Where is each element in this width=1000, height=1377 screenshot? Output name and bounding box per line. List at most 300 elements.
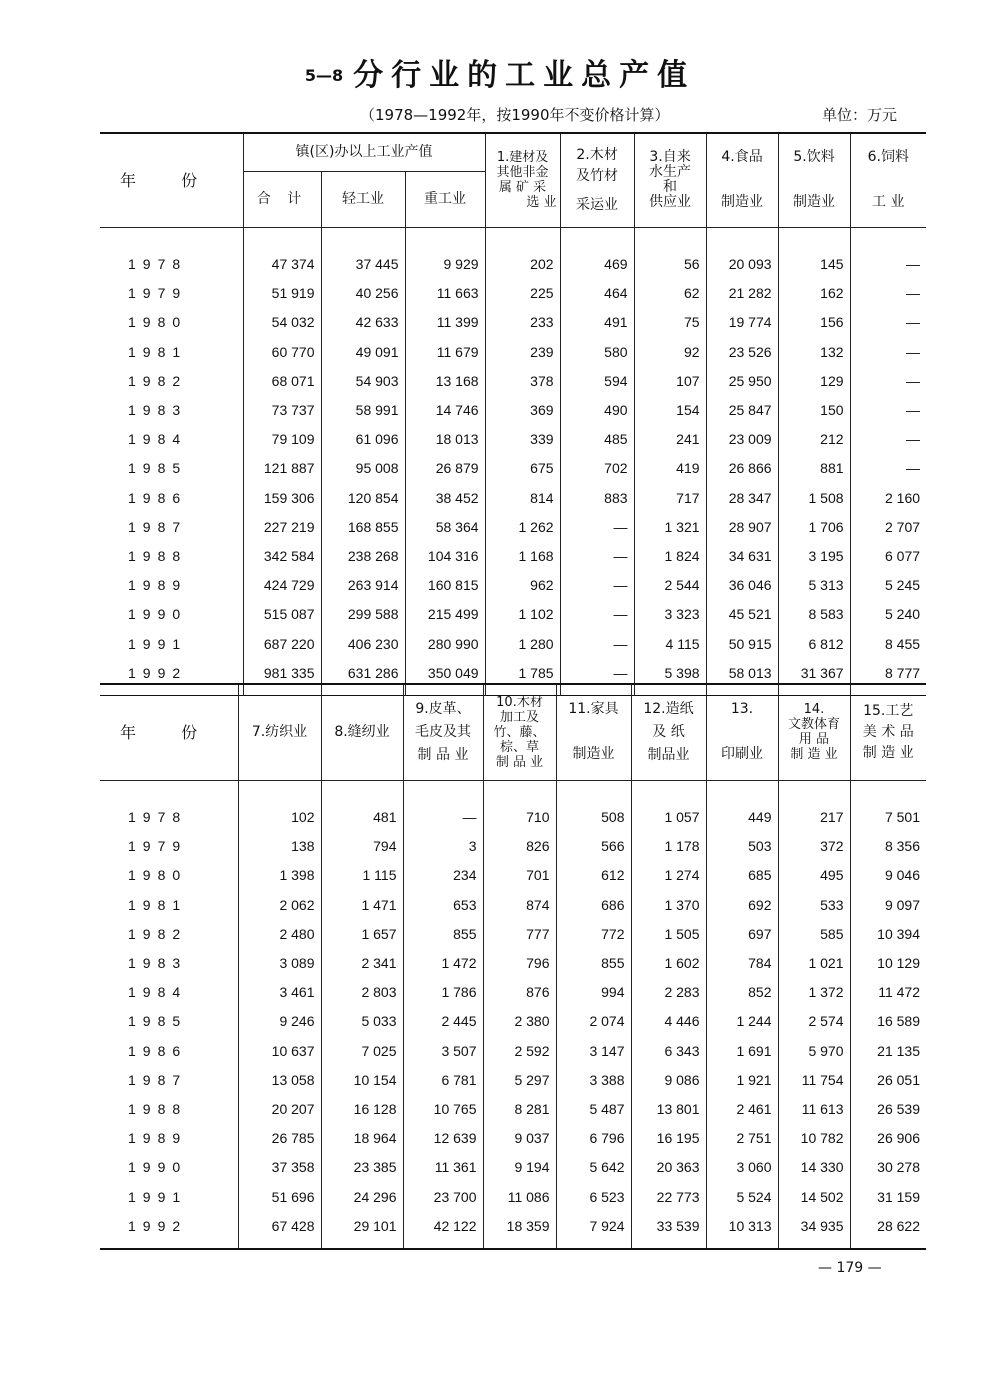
page-title: [0, 50, 1000, 94]
value-cell: 31 159: [850, 1182, 926, 1211]
value-cell: 54 903: [321, 366, 405, 395]
value-cell: 75: [634, 308, 706, 337]
value-cell: 12 639: [403, 1124, 483, 1153]
value-cell: 1 057: [631, 803, 706, 832]
value-cell: 14 502: [778, 1182, 850, 1211]
year-cell: 1988: [128, 547, 188, 564]
value-cell: 424 729: [243, 571, 321, 600]
table-row: [100, 803, 926, 832]
value-cell: 22 773: [631, 1182, 706, 1211]
value-cell: 10 765: [403, 1094, 483, 1123]
year-cell: 1985: [128, 460, 188, 477]
year-cell: 1982: [128, 925, 188, 942]
value-cell: —: [560, 629, 634, 658]
value-cell: 102: [238, 803, 321, 832]
value-cell: 37 358: [238, 1153, 321, 1182]
subheader-total: 合 计: [243, 171, 321, 227]
value-cell: 104 316: [405, 541, 485, 570]
value-cell: 342 584: [243, 541, 321, 570]
value-cell: 686: [556, 890, 631, 919]
value-cell: 238 268: [321, 541, 405, 570]
year-cell: 1983: [128, 402, 188, 419]
value-cell: 25 847: [706, 395, 778, 424]
value-cell: 5 487: [556, 1094, 631, 1123]
value-cell: 1 602: [631, 948, 706, 977]
year-cell: 1982: [128, 372, 188, 389]
value-cell: 1 370: [631, 890, 706, 919]
value-cell: —: [560, 658, 634, 687]
value-cell: 233: [485, 308, 560, 337]
value-cell: 26 866: [706, 454, 778, 483]
value-cell: 8 281: [483, 1094, 556, 1123]
value-cell: 653: [403, 890, 483, 919]
value-cell: 42 122: [403, 1211, 483, 1240]
value-cell: 54 032: [243, 308, 321, 337]
value-cell: 8 356: [850, 832, 926, 861]
value-cell: —: [850, 366, 926, 395]
value-cell: 16 589: [850, 1007, 926, 1036]
value-cell: 16 195: [631, 1124, 706, 1153]
page-number: — 179 —: [818, 1260, 882, 1276]
value-cell: 1 505: [631, 919, 706, 948]
value-cell: 2 074: [556, 1007, 631, 1036]
value-cell: 8 583: [778, 600, 850, 629]
value-cell: 31 367: [778, 658, 850, 687]
col-header-11: 11.家具 制造业: [556, 684, 631, 780]
value-cell: 10 637: [238, 1036, 321, 1065]
value-cell: 685: [706, 861, 778, 890]
value-cell: 580: [560, 337, 634, 366]
value-cell: 21 282: [706, 279, 778, 308]
value-cell: 14 746: [405, 395, 485, 424]
value-cell: 772: [556, 919, 631, 948]
year-cell: 1985: [128, 1013, 188, 1030]
value-cell: 378: [485, 366, 560, 395]
value-cell: 51 696: [238, 1182, 321, 1211]
table-row: [100, 337, 926, 366]
value-cell: 4 115: [634, 629, 706, 658]
table-row: [100, 279, 926, 308]
value-cell: 13 058: [238, 1065, 321, 1094]
value-cell: 350 049: [405, 658, 485, 687]
value-cell: 481: [321, 803, 403, 832]
year-cell: 1990: [128, 606, 188, 623]
value-cell: 9 046: [850, 861, 926, 890]
value-cell: 1 691: [706, 1036, 778, 1065]
value-cell: 852: [706, 978, 778, 1007]
value-cell: 49 091: [321, 337, 405, 366]
value-cell: 1 786: [403, 978, 483, 1007]
value-cell: 61 096: [321, 425, 405, 454]
value-cell: 594: [560, 366, 634, 395]
col-header-7: 7.纺织业: [238, 684, 321, 780]
value-cell: —: [850, 425, 926, 454]
value-cell: —: [850, 395, 926, 424]
value-cell: 38 452: [405, 483, 485, 512]
year-cell: 1988: [128, 1100, 188, 1117]
year-header: 年 份: [100, 684, 238, 780]
value-cell: 129: [778, 366, 850, 395]
col-header-5: 5.饮料 制造业: [778, 133, 850, 227]
value-cell: 212: [778, 425, 850, 454]
value-cell: 5 245: [850, 571, 926, 600]
value-cell: 58 013: [706, 658, 778, 687]
value-cell: 717: [634, 483, 706, 512]
table-row: [100, 1153, 926, 1182]
year-cell: 1992: [128, 664, 188, 681]
value-cell: 796: [483, 948, 556, 977]
value-cell: 24 296: [321, 1182, 403, 1211]
value-cell: 159 306: [243, 483, 321, 512]
col-header-1: 1.建材及 其他非金 属 矿 采 选 业: [485, 133, 560, 227]
value-cell: 10 129: [850, 948, 926, 977]
value-cell: 826: [483, 832, 556, 861]
value-cell: 814: [485, 483, 560, 512]
value-cell: 419: [634, 454, 706, 483]
value-cell: 495: [778, 861, 850, 890]
table-row: [100, 541, 926, 570]
value-cell: 9 246: [238, 1007, 321, 1036]
value-cell: 6 523: [556, 1182, 631, 1211]
value-cell: 1 398: [238, 861, 321, 890]
value-cell: 154: [634, 395, 706, 424]
value-cell: 9 097: [850, 890, 926, 919]
unit-label: 单位：万元: [822, 106, 898, 124]
value-cell: 92: [634, 337, 706, 366]
value-cell: 11 361: [403, 1153, 483, 1182]
value-cell: 1 706: [778, 512, 850, 541]
value-cell: 702: [560, 454, 634, 483]
value-cell: 2 445: [403, 1007, 483, 1036]
table-row: [100, 832, 926, 861]
table-row: [100, 483, 926, 512]
col-header-2: 2.木材 及竹材 采运业: [560, 133, 634, 227]
value-cell: 784: [706, 948, 778, 977]
value-cell: 3 089: [238, 948, 321, 977]
col-header-12: 12.造纸 及 纸 制品业: [631, 684, 706, 780]
year-cell: 1984: [128, 431, 188, 448]
value-cell: 675: [485, 454, 560, 483]
value-cell: 2 283: [631, 978, 706, 1007]
value-cell: 26 539: [850, 1094, 926, 1123]
value-cell: 1 168: [485, 541, 560, 570]
value-cell: —: [850, 454, 926, 483]
value-cell: 372: [778, 832, 850, 861]
output-table-part1: [100, 132, 926, 696]
value-cell: 160 815: [405, 571, 485, 600]
value-cell: 5 970: [778, 1036, 850, 1065]
value-cell: 215 499: [405, 600, 485, 629]
table-row: [100, 1182, 926, 1211]
value-cell: 30 278: [850, 1153, 926, 1182]
value-cell: 23 009: [706, 425, 778, 454]
value-cell: 62: [634, 279, 706, 308]
value-cell: 5 398: [634, 658, 706, 687]
table-row: [100, 861, 926, 890]
value-cell: 18 359: [483, 1211, 556, 1240]
value-cell: 2 574: [778, 1007, 850, 1036]
value-cell: 162: [778, 279, 850, 308]
value-cell: 9 194: [483, 1153, 556, 1182]
group-header: 镇(区)办以上工业产值: [243, 133, 485, 171]
value-cell: 7 924: [556, 1211, 631, 1240]
value-cell: 6 781: [403, 1065, 483, 1094]
value-cell: 40 256: [321, 279, 405, 308]
year-cell: 1979: [128, 838, 188, 855]
value-cell: 34 631: [706, 541, 778, 570]
value-cell: 2 062: [238, 890, 321, 919]
value-cell: 1 321: [634, 512, 706, 541]
value-cell: 612: [556, 861, 631, 890]
value-cell: 10 154: [321, 1065, 403, 1094]
value-cell: —: [560, 512, 634, 541]
value-cell: 79 109: [243, 425, 321, 454]
col-header-10: 10.木材 加工及 竹、藤、 棕、草 制 品 业: [483, 684, 556, 780]
value-cell: 962: [485, 571, 560, 600]
value-cell: 11 613: [778, 1094, 850, 1123]
value-cell: 533: [778, 890, 850, 919]
value-cell: 3 461: [238, 978, 321, 1007]
value-cell: 3 507: [403, 1036, 483, 1065]
value-cell: 7 501: [850, 803, 926, 832]
value-cell: 234: [403, 861, 483, 890]
value-cell: 11 086: [483, 1182, 556, 1211]
value-cell: 2 751: [706, 1124, 778, 1153]
value-cell: 28 347: [706, 483, 778, 512]
value-cell: 29 101: [321, 1211, 403, 1240]
value-cell: 11 663: [405, 279, 485, 308]
value-cell: 13 168: [405, 366, 485, 395]
value-cell: 73 737: [243, 395, 321, 424]
value-cell: 20 363: [631, 1153, 706, 1182]
value-cell: 11 679: [405, 337, 485, 366]
year-cell: 1987: [128, 1071, 188, 1088]
title-text: 分行业的工业总产值: [353, 58, 696, 93]
value-cell: 58 364: [405, 512, 485, 541]
value-cell: 2 380: [483, 1007, 556, 1036]
value-cell: 697: [706, 919, 778, 948]
table-row: [100, 1065, 926, 1094]
value-cell: 9 086: [631, 1065, 706, 1094]
value-cell: 1 274: [631, 861, 706, 890]
year-cell: 1992: [128, 1217, 188, 1234]
col-header-14: 14. 文教体育 用 品 制 造 业: [778, 684, 850, 780]
value-cell: 95 008: [321, 454, 405, 483]
value-cell: 883: [560, 483, 634, 512]
value-cell: 3 323: [634, 600, 706, 629]
value-cell: —: [560, 541, 634, 570]
value-cell: 1 824: [634, 541, 706, 570]
value-cell: 299 588: [321, 600, 405, 629]
value-cell: 11 399: [405, 308, 485, 337]
value-cell: 26 051: [850, 1065, 926, 1094]
value-cell: 515 087: [243, 600, 321, 629]
value-cell: 11 754: [778, 1065, 850, 1094]
value-cell: 1 262: [485, 512, 560, 541]
value-cell: 28 907: [706, 512, 778, 541]
year-cell: 1989: [128, 577, 188, 594]
value-cell: 1 471: [321, 890, 403, 919]
value-cell: 503: [706, 832, 778, 861]
value-cell: 2 803: [321, 978, 403, 1007]
value-cell: 5 313: [778, 571, 850, 600]
value-cell: 981 335: [243, 658, 321, 687]
value-cell: 26 906: [850, 1124, 926, 1153]
value-cell: 10 782: [778, 1124, 850, 1153]
value-cell: 37 445: [321, 250, 405, 279]
value-cell: 13 801: [631, 1094, 706, 1123]
value-cell: 449: [706, 803, 778, 832]
value-cell: 156: [778, 308, 850, 337]
value-cell: 777: [483, 919, 556, 948]
value-cell: 28 622: [850, 1211, 926, 1240]
value-cell: 1 372: [778, 978, 850, 1007]
value-cell: 21 135: [850, 1036, 926, 1065]
value-cell: 150: [778, 395, 850, 424]
value-cell: 1 021: [778, 948, 850, 977]
subtitle: （1978—1992年，按1990年不变价格计算）: [360, 106, 670, 124]
col-header-6: 6.饲料 工 业: [850, 133, 926, 227]
value-cell: 3 147: [556, 1036, 631, 1065]
value-cell: 8 777: [850, 658, 926, 687]
col-header-8: 8.缝纫业: [321, 684, 403, 780]
table-row: [100, 512, 926, 541]
year-cell: 1989: [128, 1130, 188, 1147]
value-cell: 369: [485, 395, 560, 424]
value-cell: 50 915: [706, 629, 778, 658]
value-cell: 58 991: [321, 395, 405, 424]
value-cell: 566: [556, 832, 631, 861]
year-cell: 1990: [128, 1159, 188, 1176]
value-cell: 692: [706, 890, 778, 919]
value-cell: 107: [634, 366, 706, 395]
table-row: [100, 454, 926, 483]
value-cell: 631 286: [321, 658, 405, 687]
year-cell: 1991: [128, 635, 188, 652]
value-cell: 710: [483, 803, 556, 832]
year-cell: 1978: [128, 256, 188, 273]
table-row: [100, 1007, 926, 1036]
year-header: 年 份: [100, 133, 243, 227]
table-row: [100, 571, 926, 600]
value-cell: 45 521: [706, 600, 778, 629]
value-cell: 855: [556, 948, 631, 977]
value-cell: 9 037: [483, 1124, 556, 1153]
value-cell: 26 879: [405, 454, 485, 483]
value-cell: 6 812: [778, 629, 850, 658]
value-cell: 5 240: [850, 600, 926, 629]
value-cell: 68 071: [243, 366, 321, 395]
table-row: [100, 600, 926, 629]
year-cell: 1991: [128, 1188, 188, 1205]
value-cell: 3 060: [706, 1153, 778, 1182]
value-cell: 4 446: [631, 1007, 706, 1036]
value-cell: 10 313: [706, 1211, 778, 1240]
table-row: [100, 978, 926, 1007]
table-row: [100, 1036, 926, 1065]
value-cell: 23 700: [403, 1182, 483, 1211]
value-cell: 20 093: [706, 250, 778, 279]
year-cell: 1979: [128, 285, 188, 302]
value-cell: —: [560, 571, 634, 600]
value-cell: 241: [634, 425, 706, 454]
value-cell: 67 428: [238, 1211, 321, 1240]
value-cell: 20 207: [238, 1094, 321, 1123]
output-table-part2: [100, 683, 926, 1250]
value-cell: 876: [483, 978, 556, 1007]
table-row: [100, 1124, 926, 1153]
value-cell: 3 195: [778, 541, 850, 570]
table-row: [100, 250, 926, 279]
value-cell: 36 046: [706, 571, 778, 600]
value-cell: 1 178: [631, 832, 706, 861]
table-row: [100, 948, 926, 977]
value-cell: 16 128: [321, 1094, 403, 1123]
value-cell: 5 524: [706, 1182, 778, 1211]
value-cell: 56: [634, 250, 706, 279]
value-cell: 8 455: [850, 629, 926, 658]
value-cell: 168 855: [321, 512, 405, 541]
value-cell: 874: [483, 890, 556, 919]
year-cell: 1981: [128, 896, 188, 913]
subheader-light: 轻工业: [321, 171, 405, 227]
value-cell: 2 592: [483, 1036, 556, 1065]
col-header-13: 13. 印刷业: [706, 684, 778, 780]
value-cell: 25 950: [706, 366, 778, 395]
value-cell: 2 707: [850, 512, 926, 541]
value-cell: 794: [321, 832, 403, 861]
year-cell: 1978: [128, 809, 188, 826]
value-cell: 23 385: [321, 1153, 403, 1182]
value-cell: 18 013: [405, 425, 485, 454]
value-cell: 217: [778, 803, 850, 832]
value-cell: —: [850, 279, 926, 308]
col-header-15: 15.工艺 美 术 品 制 造 业: [850, 684, 926, 780]
value-cell: 1 657: [321, 919, 403, 948]
value-cell: 5 033: [321, 1007, 403, 1036]
col-header-4: 4.食品 制造业: [706, 133, 778, 227]
value-cell: 263 914: [321, 571, 405, 600]
value-cell: 42 633: [321, 308, 405, 337]
value-cell: 202: [485, 250, 560, 279]
subheader-heavy: 重工业: [405, 171, 485, 227]
value-cell: 6 077: [850, 541, 926, 570]
value-cell: 145: [778, 250, 850, 279]
table-number: 5—8: [304, 66, 344, 85]
year-cell: 1984: [128, 984, 188, 1001]
table-row: [100, 629, 926, 658]
col-header-3: 3.自来 水生产 和 供应业: [634, 133, 706, 227]
value-cell: —: [560, 600, 634, 629]
value-cell: 6 343: [631, 1036, 706, 1065]
value-cell: 26 785: [238, 1124, 321, 1153]
value-cell: 2 341: [321, 948, 403, 977]
value-cell: 33 539: [631, 1211, 706, 1240]
value-cell: 280 990: [405, 629, 485, 658]
value-cell: 1 472: [403, 948, 483, 977]
year-cell: 1980: [128, 867, 188, 884]
value-cell: 225: [485, 279, 560, 308]
value-cell: 994: [556, 978, 631, 1007]
value-cell: 10 394: [850, 919, 926, 948]
value-cell: 18 964: [321, 1124, 403, 1153]
value-cell: 3: [403, 832, 483, 861]
value-cell: 491: [560, 308, 634, 337]
year-cell: 1981: [128, 343, 188, 360]
value-cell: 9 929: [405, 250, 485, 279]
table2-body: [100, 780, 926, 1249]
value-cell: 469: [560, 250, 634, 279]
